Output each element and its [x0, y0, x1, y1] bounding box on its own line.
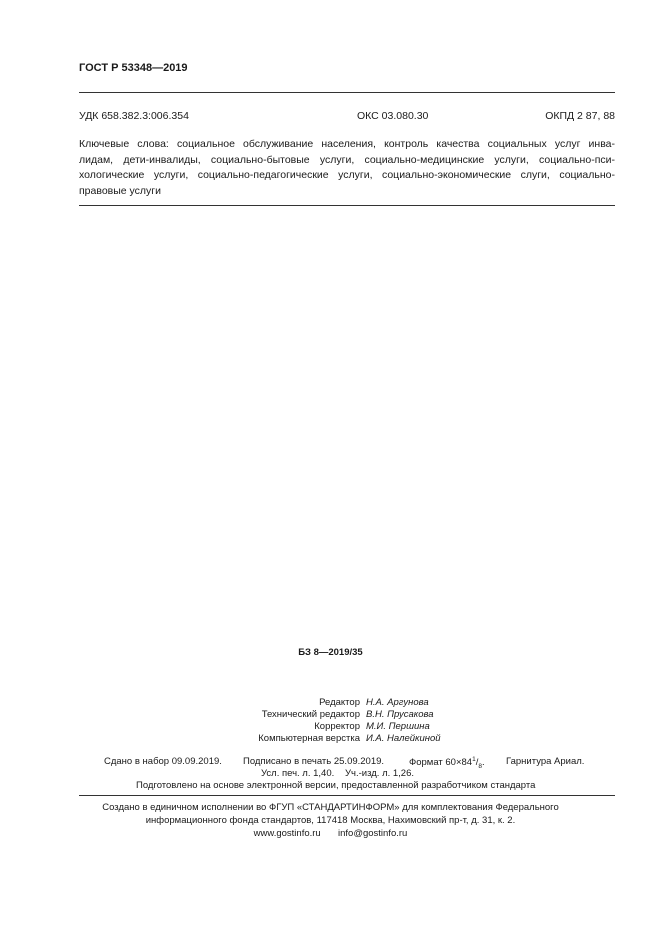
udk-code: УДК 658.382.3:006.354	[79, 110, 189, 122]
staff-name: Н.А. Аргунова	[366, 697, 429, 708]
staff-role: Корректор	[314, 721, 360, 732]
publisher-line: Создано в единичном исполнении во ФГУП «СТАНДАРТИНФОРМ» для комплектования Федерального	[102, 802, 559, 813]
keywords-line: лидам, дети-инвалиды, социально-бытовые услуги, социально-медицинские услуги, социально-пси-	[79, 153, 615, 166]
staff-role: Технический редактор	[261, 709, 360, 720]
signed-date: Подписано в печать 25.09.2019.	[243, 756, 385, 767]
okpd-code: ОКПД 2 87, 88	[545, 110, 615, 122]
staff-role: Редактор	[319, 697, 360, 708]
keywords-line: правовые услуги	[79, 184, 162, 197]
publisher-sheets: Уч.-изд. л. 1,26.	[345, 768, 415, 779]
keywords-divider	[79, 205, 615, 206]
keywords-line: Ключевые слова: социальное обслуживание населения, контроль качества социальных услуг инва-	[79, 138, 615, 150]
standard-number: ГОСТ Р 53348—2019	[79, 62, 188, 74]
website-link[interactable]: www.gostinfo.ru	[253, 828, 321, 839]
keywords-paragraph	[79, 137, 615, 199]
typeface: Гарнитура Ариал.	[506, 756, 585, 767]
prepared-note: Подготовлено на основе электронной версии, предоставленной разработчиком стандарта	[136, 780, 536, 791]
publisher-divider	[79, 795, 615, 796]
bz-number: БЗ 8—2019/35	[298, 647, 363, 658]
oks-code: ОКС 03.080.30	[357, 110, 429, 122]
publisher-line: информационного фонда стандартов, 117418 Москва, Нахимовский пр-т, д. 31, к. 2.	[145, 815, 516, 826]
print-sheets: Усл. печ. л. 1,40.	[261, 768, 335, 779]
publisher-contacts	[0, 828, 661, 839]
staff-name: В.Н. Прусакова	[366, 709, 434, 720]
staff-name: И.А. Налейкиной	[366, 733, 441, 744]
staff-name: М.И. Першина	[366, 721, 430, 732]
paper-format: Формат $60\times 84^1/_8$.	[409, 756, 485, 771]
email-link[interactable]: info@gostinfo.ru	[338, 828, 408, 839]
sent-date: Сдано в набор 09.09.2019.	[104, 756, 222, 767]
header-divider	[79, 92, 615, 93]
keywords-line: хологические услуги, социально-педагогические услуги, социально-экономические слуги, социально-	[79, 169, 615, 181]
staff-role: Компьютерная верстка	[258, 733, 360, 744]
